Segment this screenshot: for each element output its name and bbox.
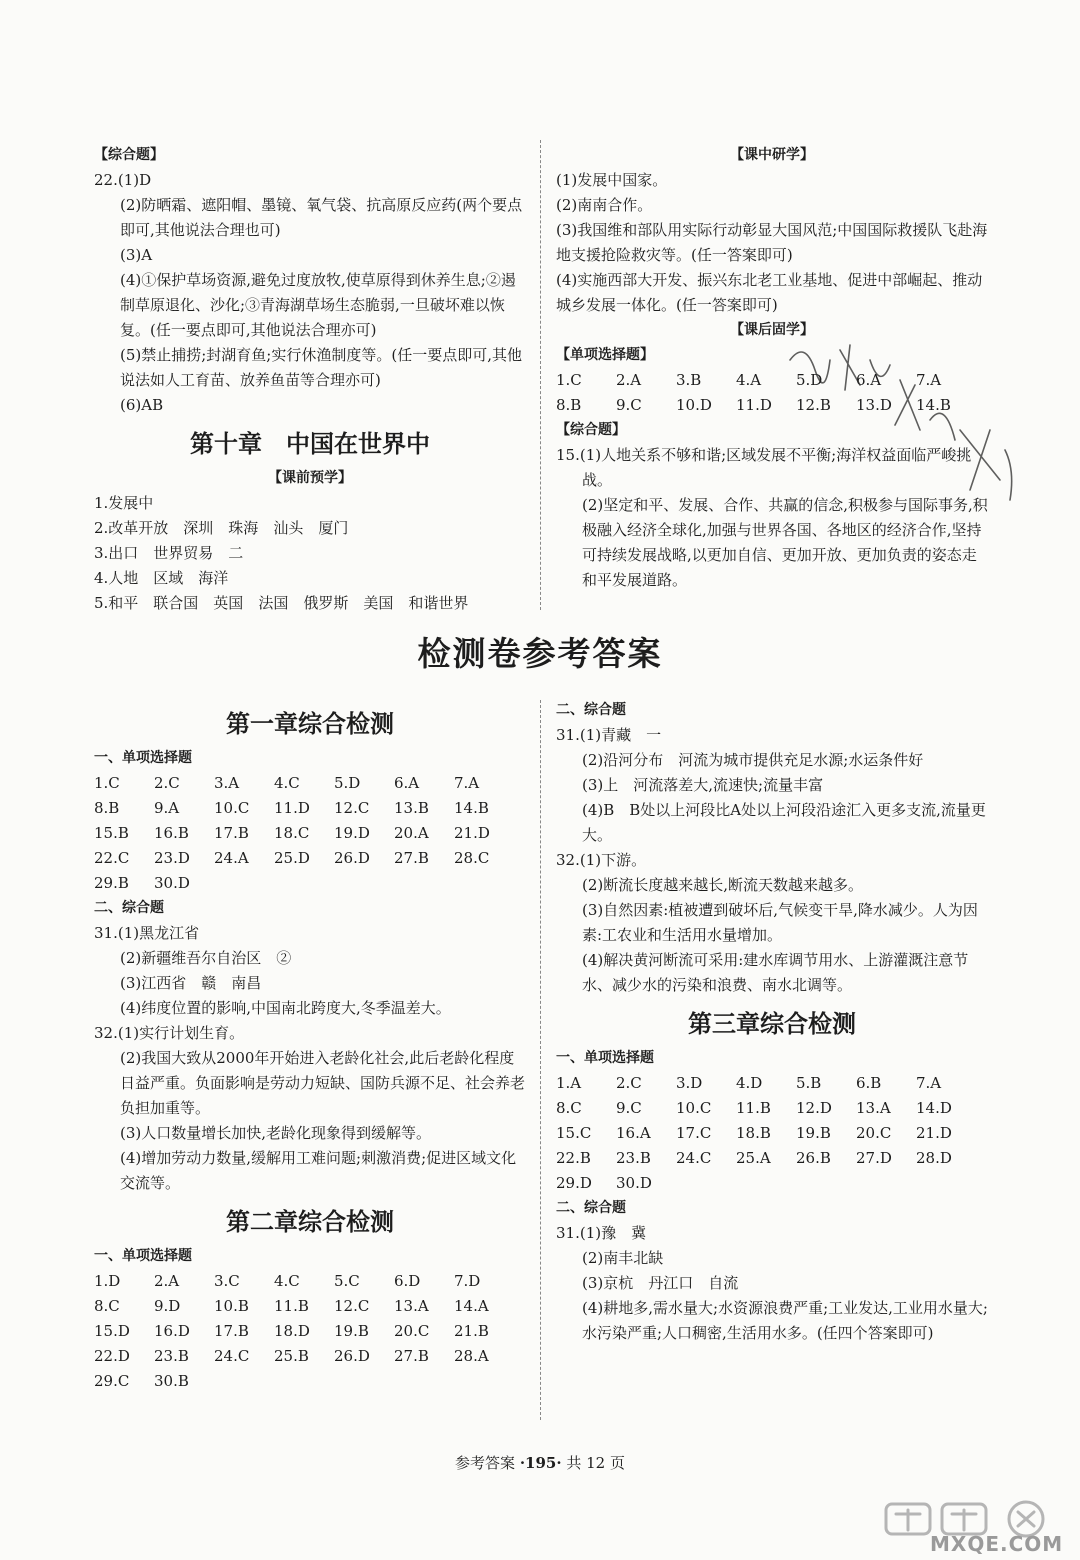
answer-item: 13.D bbox=[856, 396, 892, 414]
answer-item: 22.C bbox=[94, 849, 130, 867]
answer-item: 8.C bbox=[94, 1297, 120, 1315]
answer-grid bbox=[94, 1269, 526, 1394]
answer-item: 14.A bbox=[454, 1297, 489, 1315]
answer-line: (3)京杭 丹江口 自流 bbox=[582, 1274, 739, 1292]
answer-line: (3)人口数量增长加快,老龄化现象得到缓解等。 bbox=[120, 1124, 432, 1142]
answer-item: 11.D bbox=[736, 396, 772, 414]
answer-item: 24.C bbox=[214, 1347, 250, 1365]
page-footer bbox=[0, 1452, 1080, 1473]
answer-item: 29.B bbox=[94, 874, 129, 892]
answer-item: 17.C bbox=[676, 1124, 712, 1142]
answer-line: (3)我国维和部队用实际行动彰显大国风范;中国国际救援队飞赴海地支援抢险救灾等。(任一答案即可) bbox=[556, 221, 988, 264]
answer-line: (4)B B处以上河段比A处以上河段沿途汇入更多支流,流量更大。 bbox=[582, 801, 986, 844]
answer-item: 12.B bbox=[796, 396, 831, 414]
answer-item: 30.D bbox=[154, 874, 190, 892]
answer-line: 15.(1)人地关系不够和谐;区域发展不平衡;海洋权益面临严峻挑战。 bbox=[556, 446, 972, 489]
chapter-title: 第十章 中国在世界中 bbox=[190, 429, 430, 458]
answer-line: 31.(1)青藏 一 bbox=[556, 726, 662, 744]
answer-item: 12.D bbox=[796, 1099, 832, 1117]
answer-item: 6.A bbox=[394, 774, 420, 792]
answer-item: 10.B bbox=[214, 1297, 249, 1315]
answer-item: 15.C bbox=[556, 1124, 592, 1142]
answer-item: 18.B bbox=[736, 1124, 771, 1142]
answer-item: 30.D bbox=[616, 1174, 652, 1192]
answer-line: 22.(1)D bbox=[94, 171, 152, 189]
answer-line: 2.改革开放 深圳 珠海 汕头 厦门 bbox=[94, 519, 349, 537]
answer-item: 12.C bbox=[334, 799, 370, 817]
answer-item: 8.B bbox=[94, 799, 120, 817]
answer-line: 4.人地 区域 海洋 bbox=[94, 569, 229, 587]
answer-item: 6.D bbox=[394, 1272, 421, 1290]
answer-item: 13.A bbox=[394, 1297, 429, 1315]
section-heading: 【课后固学】 bbox=[730, 322, 814, 338]
answer-line: (4)实施西部大开发、振兴东北老工业基地、促进中部崛起、推动城乡发展一体化。(任一答案即可) bbox=[556, 271, 983, 314]
answer-line: (2)沿河分布 河流为城市提供充足水源;水运条件好 bbox=[582, 751, 924, 769]
answer-line: (4)耕地多,需水量大;水资源浪费严重;工业发达,工业用水量大;水污染严重;人口稠密,生活用水多。(任四个答案即可) bbox=[582, 1299, 988, 1342]
answer-item: 4.A bbox=[736, 371, 762, 389]
answer-item: 26.B bbox=[796, 1149, 831, 1167]
answer-item: 9.C bbox=[616, 396, 642, 414]
answer-item: 9.A bbox=[154, 799, 180, 817]
answer-item: 27.B bbox=[394, 1347, 429, 1365]
answer-item: 14.B bbox=[916, 396, 951, 414]
answer-item: 28.A bbox=[454, 1347, 489, 1365]
main-title: 检测卷参考答案 bbox=[417, 634, 663, 673]
answer-item: 1.D bbox=[94, 1272, 121, 1290]
watermark-text: MXQE.COM bbox=[930, 1532, 1064, 1556]
answer-item: 1.A bbox=[556, 1074, 582, 1092]
chapter-title: 第二章综合检测 bbox=[226, 1207, 394, 1236]
answer-line: (1)发展中国家。 bbox=[556, 171, 668, 189]
answer-item: 15.B bbox=[94, 824, 129, 842]
answer-line: (4)解决黄河断流可采用:建水库调节用水、上游灌溉注意节水、减少水的污染和浪费、南水北调等。 bbox=[582, 951, 969, 994]
answer-line: (3)自然因素:植被遭到破坏后,气候变干旱,降水减少。人为因素:工农业和生活用水量增加。 bbox=[582, 901, 978, 944]
answer-item: 3.C bbox=[214, 1272, 240, 1290]
answer-item: 23.B bbox=[616, 1149, 651, 1167]
answer-item: 16.D bbox=[154, 1322, 190, 1340]
answer-item: 27.D bbox=[856, 1149, 892, 1167]
bottom-right-column bbox=[556, 698, 988, 1346]
answer-line: (4)增加劳动力数量,缓解用工难问题;刺激消费;促进区域文化交流等。 bbox=[120, 1149, 517, 1192]
section-heading: 【综合题】 bbox=[556, 422, 626, 438]
answer-item: 2.A bbox=[154, 1272, 180, 1290]
column-divider bbox=[540, 700, 541, 1420]
answer-item: 19.D bbox=[334, 824, 370, 842]
chapter-title: 第三章综合检测 bbox=[688, 1009, 856, 1038]
answer-item: 28.C bbox=[454, 849, 490, 867]
answer-line: (4)①保护草场资源,避免过度放牧,使草原得到休养生息;②遏制草原退化、沙化;③青海湖草场生态脆弱,一旦破坏难以恢复。(任一要点即可,其他说法合理亦可) bbox=[120, 271, 516, 339]
answer-item: 2.A bbox=[616, 371, 642, 389]
answer-item: 6.B bbox=[856, 1074, 882, 1092]
answer-line: (2)坚定和平、发展、合作、共赢的信念,积极参与国际事务,积极融入经济全球化,加强与世界各国、各地区的经济合作,坚持可持续发展战略,以更加自信、更加开放、更加负责的姿态走和平发展道路。 bbox=[582, 496, 988, 589]
answer-item: 4.C bbox=[274, 774, 300, 792]
answer-item: 7.A bbox=[454, 774, 480, 792]
answer-item: 8.B bbox=[556, 396, 582, 414]
answer-line: (3)江西省 赣 南昌 bbox=[120, 974, 262, 992]
answer-line: (3)A bbox=[120, 246, 153, 264]
answer-item: 16.A bbox=[616, 1124, 651, 1142]
answer-line: 3.出口 世界贸易 二 bbox=[94, 544, 244, 562]
answer-item: 21.D bbox=[916, 1124, 952, 1142]
answer-item: 3.D bbox=[676, 1074, 703, 1092]
answer-line: (2)南丰北缺 bbox=[582, 1249, 664, 1267]
answer-item: 19.B bbox=[334, 1322, 369, 1340]
answer-item: 26.D bbox=[334, 1347, 370, 1365]
answer-item: 11.B bbox=[736, 1099, 771, 1117]
answer-item: 23.B bbox=[154, 1347, 189, 1365]
section-heading: 二、综合题 bbox=[94, 900, 164, 916]
answer-item: 7.A bbox=[916, 1074, 942, 1092]
handwriting-scribble bbox=[770, 330, 1030, 520]
section-heading: 二、综合题 bbox=[556, 1200, 626, 1216]
answer-item: 24.A bbox=[214, 849, 249, 867]
page-total: 共 12 页 bbox=[566, 1454, 625, 1472]
answer-item: 25.D bbox=[274, 849, 310, 867]
answer-item: 14.B bbox=[454, 799, 489, 817]
answer-item: 19.B bbox=[796, 1124, 831, 1142]
answer-item: 5.D bbox=[796, 371, 823, 389]
answer-line: 32.(1)下游。 bbox=[556, 851, 647, 869]
answer-item: 22.B bbox=[556, 1149, 591, 1167]
answer-item: 9.C bbox=[616, 1099, 642, 1117]
answer-item: 28.D bbox=[916, 1149, 952, 1167]
section-heading: 二、综合题 bbox=[556, 702, 626, 718]
section-heading: 【综合题】 bbox=[94, 147, 164, 163]
answer-item: 16.B bbox=[154, 824, 189, 842]
answer-item: 7.A bbox=[916, 371, 942, 389]
answer-item: 3.A bbox=[214, 774, 240, 792]
answer-line: 32.(1)实行计划生育。 bbox=[94, 1024, 245, 1042]
answer-item: 1.C bbox=[556, 371, 582, 389]
answer-item: 10.C bbox=[214, 799, 250, 817]
answer-item: 11.D bbox=[274, 799, 310, 817]
answer-item: 8.C bbox=[556, 1099, 582, 1117]
answer-item: 27.B bbox=[394, 849, 429, 867]
answer-item: 7.D bbox=[454, 1272, 481, 1290]
answer-line: (2)我国大致从2000年开始进入老龄化社会,此后老龄化程度日益严重。负面影响是劳动力短缺、国防兵源不足、社会养老负担加重等。 bbox=[120, 1049, 526, 1117]
answer-item: 25.A bbox=[736, 1149, 771, 1167]
answer-item: 23.D bbox=[154, 849, 190, 867]
answer-item: 9.D bbox=[154, 1297, 181, 1315]
answer-line: (3)上 河流落差大,流速快;流量丰富 bbox=[582, 776, 824, 794]
answer-item: 25.B bbox=[274, 1347, 309, 1365]
top-left-column bbox=[94, 143, 526, 616]
answer-line: (6)AB bbox=[120, 396, 164, 414]
answer-line: (2)断流长度越来越长,断流天数越来越多。 bbox=[582, 876, 864, 894]
section-heading: 一、单项选择题 bbox=[94, 750, 192, 766]
answer-item: 5.C bbox=[334, 1272, 360, 1290]
answer-line: 31.(1)豫 冀 bbox=[556, 1224, 647, 1242]
answer-item: 22.D bbox=[94, 1347, 130, 1365]
answer-item: 10.C bbox=[676, 1099, 712, 1117]
answer-item: 17.B bbox=[214, 1322, 249, 1340]
answer-item: 6.A bbox=[856, 371, 882, 389]
answer-line: (2)防晒霜、遮阳帽、墨镜、氧气袋、抗高原反应药(两个要点即可,其他说法合理也可) bbox=[120, 196, 523, 239]
answer-line: (4)纬度位置的影响,中国南北跨度大,冬季温差大。 bbox=[120, 999, 451, 1017]
section-heading: 【课前预学】 bbox=[268, 470, 352, 486]
answer-item: 20.C bbox=[856, 1124, 892, 1142]
answer-item: 29.C bbox=[94, 1372, 130, 1390]
answer-item: 5.D bbox=[334, 774, 361, 792]
answer-item: 30.B bbox=[154, 1372, 189, 1390]
answer-item: 29.D bbox=[556, 1174, 592, 1192]
answer-item: 4.C bbox=[274, 1272, 300, 1290]
answer-item: 14.D bbox=[916, 1099, 952, 1117]
bottom-left-column bbox=[94, 704, 526, 1394]
answer-line: 1.发展中 bbox=[94, 494, 154, 512]
answer-item: 2.C bbox=[154, 774, 180, 792]
answer-item: 15.D bbox=[94, 1322, 130, 1340]
answer-item: 21.D bbox=[454, 824, 490, 842]
answer-item: 12.C bbox=[334, 1297, 370, 1315]
answer-item: 5.B bbox=[796, 1074, 822, 1092]
answer-item: 13.A bbox=[856, 1099, 891, 1117]
footer-label: 参考答案 bbox=[455, 1454, 516, 1472]
answer-item: 1.C bbox=[94, 774, 120, 792]
answer-item: 2.C bbox=[616, 1074, 642, 1092]
section-heading: 一、单项选择题 bbox=[556, 1050, 654, 1066]
answer-line: (5)禁止捕捞;封湖育鱼;实行休渔制度等。(任一要点即可,其他说法如人工育苗、放养鱼苗等合理亦可) bbox=[120, 346, 522, 389]
answer-item: 20.C bbox=[394, 1322, 430, 1340]
answer-item: 11.B bbox=[274, 1297, 309, 1315]
answer-item: 10.D bbox=[676, 396, 712, 414]
section-heading: 【课中研学】 bbox=[730, 147, 814, 163]
answer-item: 18.D bbox=[274, 1322, 310, 1340]
answer-line: 31.(1)黑龙江省 bbox=[94, 924, 200, 942]
section-heading: 一、单项选择题 bbox=[94, 1248, 192, 1264]
answer-item: 17.B bbox=[214, 824, 249, 842]
answer-item: 24.C bbox=[676, 1149, 712, 1167]
answer-grid bbox=[556, 1071, 988, 1196]
answer-line: (2)新疆维吾尔自治区 ② bbox=[120, 949, 292, 967]
answer-line: (2)南南合作。 bbox=[556, 196, 653, 214]
answer-item: 21.B bbox=[454, 1322, 489, 1340]
page-number: ·195· bbox=[519, 1454, 562, 1472]
section-heading: 【单项选择题】 bbox=[556, 347, 654, 363]
answer-item: 4.D bbox=[736, 1074, 763, 1092]
chapter-title: 第一章综合检测 bbox=[226, 709, 394, 738]
answer-item: 3.B bbox=[676, 371, 702, 389]
answer-item: 26.D bbox=[334, 849, 370, 867]
answer-item: 13.B bbox=[394, 799, 429, 817]
answer-line: 5.和平 联合国 英国 法国 俄罗斯 美国 和谐世界 bbox=[94, 594, 469, 612]
answer-item: 18.C bbox=[274, 824, 310, 842]
column-divider bbox=[540, 140, 541, 610]
answer-grid bbox=[94, 771, 526, 896]
answer-item: 20.A bbox=[394, 824, 429, 842]
